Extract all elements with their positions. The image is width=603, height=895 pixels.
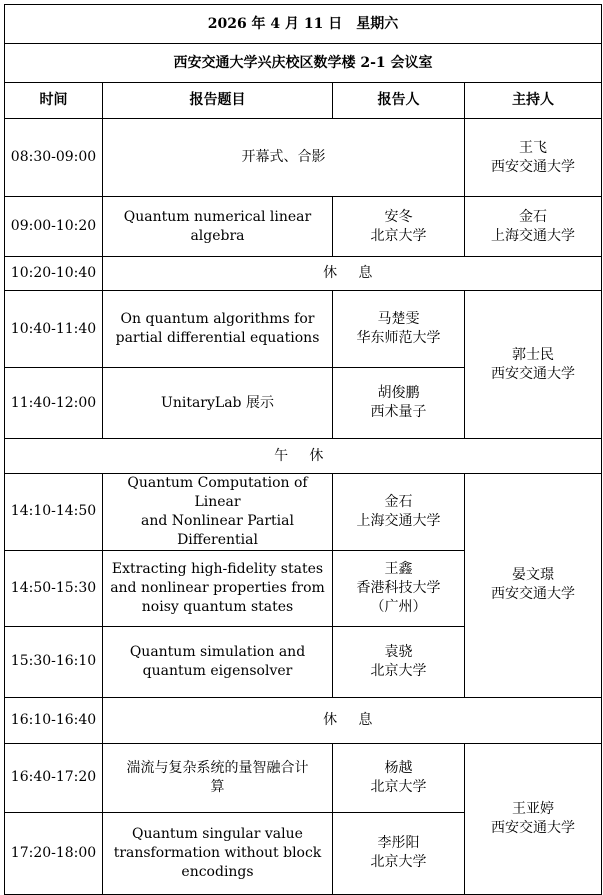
title-line: Quantum singular value [132,825,303,842]
title-line: Differential [177,531,258,548]
lunch-break-cell: 午 休 [5,439,602,474]
title-cell: 开幕式、合影 [103,119,465,197]
speaker-name: 王鑫 [384,560,413,577]
speaker-cell [333,550,465,626]
title-line: partial differential equations [115,330,320,346]
venue-heading: 西安交通大学兴庆校区数学楼 2-1 会议室 [5,44,602,83]
time-cell: 09:00-10:20 [5,197,103,257]
time-cell: 14:50-15:30 [5,550,103,626]
speaker-cell [333,812,465,894]
column-header-time: 时间 [5,83,103,119]
table-row [5,291,602,368]
speaker-affiliation: 北京大学 [370,854,427,871]
host-affiliation: 西安交通大学 [491,365,575,382]
host-cell [465,474,602,698]
speaker-affiliation: 北京大学 [370,662,427,679]
time-cell: 08:30-09:00 [5,119,103,197]
host-name: 晏文璟 [512,567,554,584]
table-row [5,197,602,257]
time-cell: 10:40-11:40 [5,291,103,368]
host-cell [465,743,602,894]
schedule-table [4,4,602,895]
time-cell: 16:10-16:40 [5,697,103,743]
title-cell [103,474,333,551]
table-row [5,119,602,197]
time-cell: 16:40-17:20 [5,743,103,812]
title-line: algebra [190,227,245,244]
host-affiliation: 西安交通大学 [491,586,575,603]
time-cell: 11:40-12:00 [5,368,103,439]
speaker-affiliation: 香港科技大学 [356,579,441,596]
speaker-affiliation: 上海交通大学 [356,512,441,529]
speaker-cell [333,197,465,257]
host-name: 王亚婷 [512,800,554,817]
column-header-host: 主持人 [465,83,602,119]
title-cell [103,550,333,626]
table-row [5,439,602,474]
title-line: Quantum numerical linear [123,208,312,225]
speaker-name: 金石 [384,493,413,510]
table-row [5,697,602,743]
break-cell: 休 息 [103,257,602,291]
venue-row [5,44,602,83]
title-cell [103,812,333,894]
host-affiliation: 西安交通大学 [491,158,575,175]
speaker-cell [333,291,465,368]
host-affiliation: 西安交通大学 [491,819,575,836]
host-cell [465,119,602,197]
host-name: 金石 [519,208,547,225]
time-cell: 17:20-18:00 [5,812,103,894]
speaker-cell [333,474,465,551]
title-line: noisy quantum states [141,598,294,615]
table-row [5,743,602,812]
title-line: On quantum algorithms for [120,311,315,328]
title-line: Quantum Computation of Linear [127,475,308,510]
column-header-speaker: 报告人 [333,83,465,119]
title-line: encodings [181,863,254,880]
speaker-name: 李彤阳 [377,835,420,852]
break-cell: 休 息 [103,697,602,743]
table-row [5,474,602,551]
speaker-name: 胡俊鹏 [377,385,420,402]
speaker-affiliation: 西术量子 [370,404,427,420]
title-cell [103,197,333,257]
date-heading: 2026 年 4 月 11 日 星期六 [5,5,602,44]
time-cell: 15:30-16:10 [5,626,103,697]
speaker-name: 杨越 [384,759,413,776]
date-row [5,5,602,44]
host-affiliation: 上海交通大学 [491,227,575,244]
speaker-affiliation: 华东师范大学 [356,330,441,346]
title-line: 湍流与复杂系统的量智融合计 [126,759,309,776]
title-line: quantum eigensolver [142,662,293,679]
speaker-cell [333,368,465,439]
title-line: and Nonlinear Partial [141,512,294,529]
title-cell [103,626,333,697]
table-row [5,257,602,291]
title-line: 算 [210,778,225,795]
time-cell: 14:10-14:50 [5,474,103,551]
host-name: 王飞 [519,139,547,156]
speaker-name: 安冬 [384,208,413,225]
title-cell: UnitaryLab 展示 [103,368,333,439]
column-header-title: 报告题目 [103,83,333,119]
speaker-affiliation: 北京大学 [370,778,427,795]
time-cell: 10:20-10:40 [5,257,103,291]
speaker-cell [333,626,465,697]
host-cell [465,291,602,439]
title-line: Quantum simulation and [129,643,306,660]
column-header-row [5,83,602,119]
speaker-affiliation: 北京大学 [370,227,427,244]
title-line: and nonlinear properties from [110,579,325,596]
title-line: transformation without block [113,844,322,861]
title-cell [103,743,333,812]
title-line: Extracting high-fidelity states [111,560,324,577]
speaker-name: 马楚雯 [377,311,420,328]
speaker-name: 袁骁 [384,643,413,660]
speaker-affiliation-detail: （广州） [370,598,427,615]
host-cell [465,197,602,257]
title-cell [103,291,333,368]
speaker-cell [333,743,465,812]
host-name: 郭士民 [512,346,554,363]
